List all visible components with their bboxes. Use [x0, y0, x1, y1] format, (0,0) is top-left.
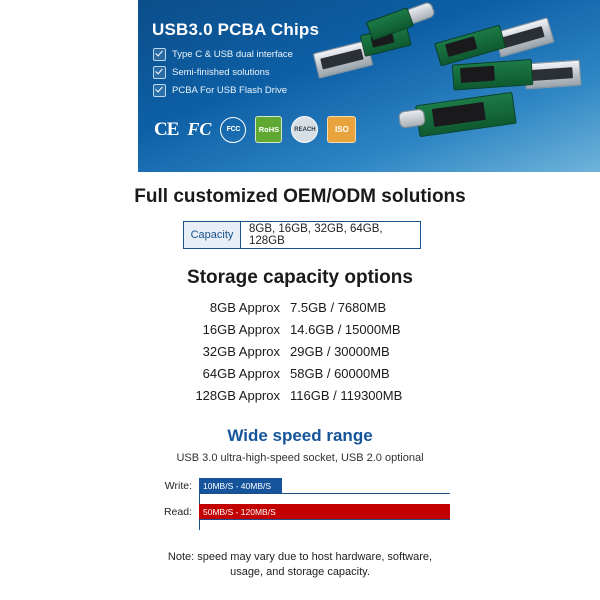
capacity-name: 128GB Approx [195, 388, 280, 403]
storage-capacity-list [0, 300, 600, 410]
list-item [0, 388, 600, 410]
rohs-mark-icon: RoHS [255, 116, 282, 143]
write-speed-bar [199, 478, 282, 493]
speed-note [0, 550, 600, 580]
list-item [0, 366, 600, 388]
ce-mark-icon: CE [154, 118, 179, 140]
capacity-field-value: 8GB, 16GB, 32GB, 64GB, 128GB [249, 223, 383, 247]
checkbox-icon [153, 48, 166, 61]
hero-bullet-label: Type C & USB dual interface [172, 49, 293, 60]
speed-note-line-2: usage, and storage capacity. [230, 566, 370, 578]
fcc-mark-icon: FC [187, 119, 212, 139]
hero-bullet-label: Semi-finished solutions [172, 67, 270, 78]
section-title-storage: Storage capacity options [187, 267, 413, 288]
list-item [153, 84, 373, 97]
section-title-customized: Full customized OEM/ODM solutions [134, 186, 466, 207]
certification-row [154, 116, 356, 143]
checkbox-icon [153, 66, 166, 79]
hero-banner [138, 0, 600, 172]
write-speed-track [199, 478, 450, 494]
fcc-circle-mark-icon: FCC [220, 117, 246, 143]
read-speed-row [150, 504, 450, 520]
read-speed-label: Read: [163, 506, 192, 518]
usb-drive-image-4 [397, 83, 544, 162]
capacity-name: 32GB Approx [202, 344, 280, 359]
hero-bullet-label: PCBA For USB Flash Drive [172, 85, 288, 96]
list-item [0, 322, 600, 344]
read-speed-bar [199, 504, 450, 519]
list-item [0, 344, 600, 366]
checkbox-icon [153, 84, 166, 97]
reach-mark-icon: REACH [291, 116, 318, 143]
capacity-actual-value: 116GB / 119300MB [290, 388, 403, 403]
capacity-actual-value: 7.5GB / 7680MB [290, 300, 387, 315]
read-speed-value: 50MB/S - 120MB/S [203, 506, 276, 517]
section-title-speed: Wide speed range [227, 426, 373, 445]
iso-mark-icon: ISO [327, 116, 356, 143]
capacity-field-label: Capacity [184, 222, 241, 248]
capacity-name: 64GB Approx [202, 366, 280, 381]
write-speed-value: 10MB/S - 40MB/S [203, 480, 272, 491]
list-item [0, 300, 600, 322]
capacity-field [183, 221, 421, 249]
capacity-actual-value: 29GB / 30000MB [290, 344, 390, 359]
speed-bar-chart [150, 478, 450, 530]
write-speed-label: Write: [164, 480, 192, 492]
read-speed-track [199, 504, 450, 520]
write-speed-row [150, 478, 450, 494]
speed-subtitle: USB 3.0 ultra-high-speed socket, USB 2.0 optional [176, 452, 424, 464]
capacity-actual-value: 58GB / 60000MB [290, 366, 390, 381]
hero-title: USB3.0 PCBA Chips [152, 20, 320, 39]
capacity-actual-value: 14.6GB / 15000MB [290, 322, 401, 337]
capacity-name: 8GB Approx [209, 300, 280, 315]
speed-note-line-1: Note: speed may vary due to host hardware, software, [167, 551, 433, 563]
capacity-name: 16GB Approx [202, 322, 280, 337]
